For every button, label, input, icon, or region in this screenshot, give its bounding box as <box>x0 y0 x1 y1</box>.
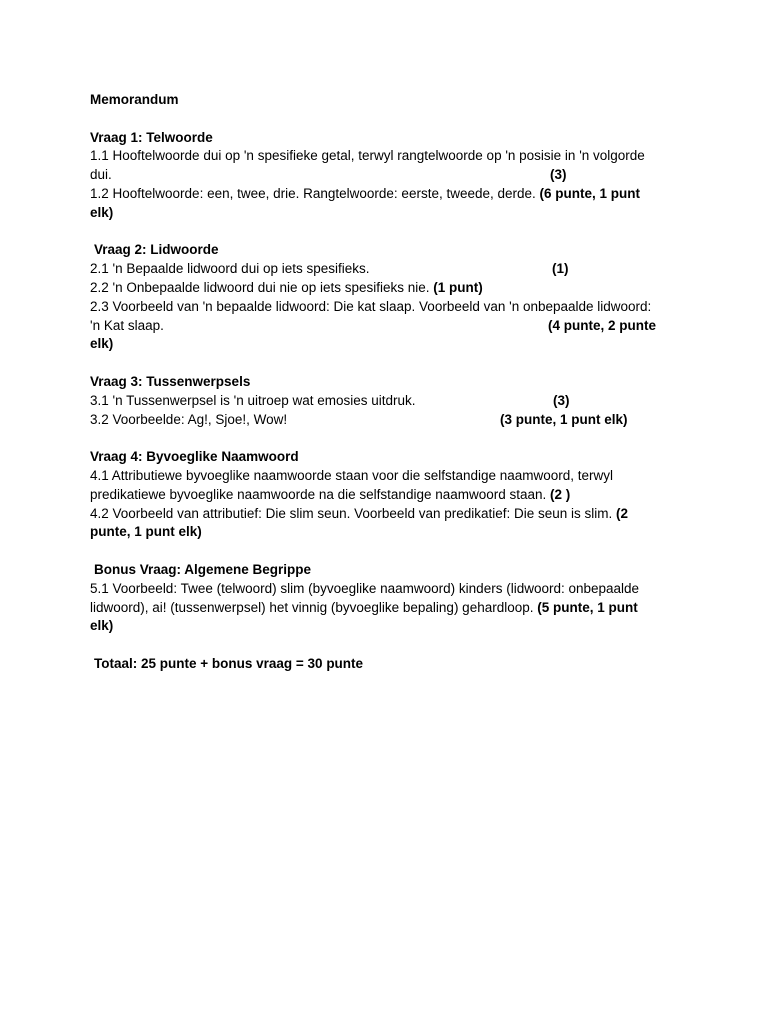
document-title: Memorandum <box>90 92 179 107</box>
question-4-heading: Vraag 4: Byvoeglike Naamwoord <box>90 449 299 465</box>
answer-1-2-line-1 <box>90 185 680 204</box>
answer-3-2 <box>90 411 680 430</box>
answer-2-3-text: 'n Kat slaap. <box>90 317 164 333</box>
answer-1-1-line-2 <box>90 166 680 185</box>
answer-2-1-text: 2.1 'n Bepaalde lidwoord dui op iets spesifieks. <box>90 261 370 277</box>
bonus-question-heading: Bonus Vraag: Algemene Begrippe <box>94 561 312 577</box>
answer-4-1-marks: (2 ) <box>550 486 571 502</box>
answer-4-1-line-1: 4.1 Attributiewe byvoeglike naamwoorde staan voor die selfstandige naamwoord, terwyl <box>90 467 614 483</box>
answer-4-2-marks: (2 <box>616 505 629 521</box>
answer-2-1-marks: (1) <box>552 261 569 277</box>
answer-1-2-marks: (6 punte, 1 punt <box>539 185 641 201</box>
question-1-heading: Vraag 1: Telwoorde <box>90 129 213 145</box>
answer-1-1-marks: (3) <box>550 167 567 183</box>
answer-2-1 <box>90 260 680 279</box>
answer-3-2-text: 3.2 Voorbeelde: Ag!, Sjoe!, Wow! <box>90 411 288 427</box>
answer-3-1-marks: (3) <box>553 392 570 408</box>
bonus-answer-line-1: 5.1 Voorbeeld: Twee (telwoord) slim (byvoeglike naamwoord) kinders (lidwoord: onbepaalde <box>90 580 640 596</box>
spacer <box>90 110 680 129</box>
spacer <box>90 354 680 373</box>
answer-1-2-text: 1.2 Hooftelwoorde: een, twee, drie. Rangtelwoorde: eerste, tweede, derde. <box>90 185 540 201</box>
answer-4-2-text: 4.2 Voorbeeld van attributief: Die slim seun. Voorbeeld van predikatief: Die seun is slim. <box>90 505 617 521</box>
answer-3-1 <box>90 392 680 411</box>
bonus-answer-marks: (5 punte, 1 punt <box>537 599 638 615</box>
spacer <box>90 223 680 242</box>
bonus-answer-line-2 <box>90 599 680 618</box>
answer-2-3-marks: (4 punte, 2 punte <box>548 317 656 333</box>
answer-4-2-line-1 <box>90 505 680 524</box>
spacer <box>90 429 680 448</box>
answer-4-1-text: predikatiewe byvoeglike naamwoorde na die selfstandige naamwoord staan. <box>90 486 551 502</box>
spacer <box>90 636 680 655</box>
answer-1-2-marks-cont: elk) <box>90 204 114 220</box>
bonus-answer-marks-cont: elk) <box>90 618 114 634</box>
answer-2-3-line-1: 2.3 Voorbeeld van 'n bepaalde lidwoord: Die kat slaap. Voorbeeld van 'n onbepaalde lidwoord: <box>90 298 652 314</box>
answer-2-3-line-2 <box>90 317 680 336</box>
answer-4-1-line-2 <box>90 486 680 505</box>
answer-2-3-marks-cont: elk) <box>90 336 114 352</box>
answer-4-2-marks-cont: punte, 1 punt elk) <box>90 524 202 540</box>
question-2-heading: Vraag 2: Lidwoorde <box>94 242 219 258</box>
answer-2-2-text: 2.2 'n Onbepaalde lidwoord dui nie op iets spesifieks nie. <box>90 279 434 295</box>
question-3-heading: Vraag 3: Tussenwerpsels <box>90 373 251 389</box>
spacer <box>90 542 680 561</box>
answer-1-1-text: dui. <box>90 167 112 183</box>
memorandum-document <box>90 91 680 674</box>
answer-2-2-marks: (1 punt) <box>433 279 483 295</box>
answer-3-2-marks: (3 punte, 1 punt elk) <box>500 411 628 427</box>
total-line: Totaal: 25 punte + bonus vraag = 30 punte <box>94 655 364 671</box>
bonus-answer-text: lidwoord), ai! (tussenwerpsel) het vinnig (byvoeglike bepaling) gehardloop. <box>90 599 538 615</box>
answer-3-1-text: 3.1 'n Tussenwerpsel is 'n uitroep wat emosies uitdruk. <box>90 392 416 408</box>
answer-2-2 <box>90 279 680 298</box>
answer-1-1-line-1: 1.1 Hooftelwoorde dui op 'n spesifieke getal, terwyl rangtelwoorde op 'n posisie in 'n volgorde <box>90 148 645 164</box>
